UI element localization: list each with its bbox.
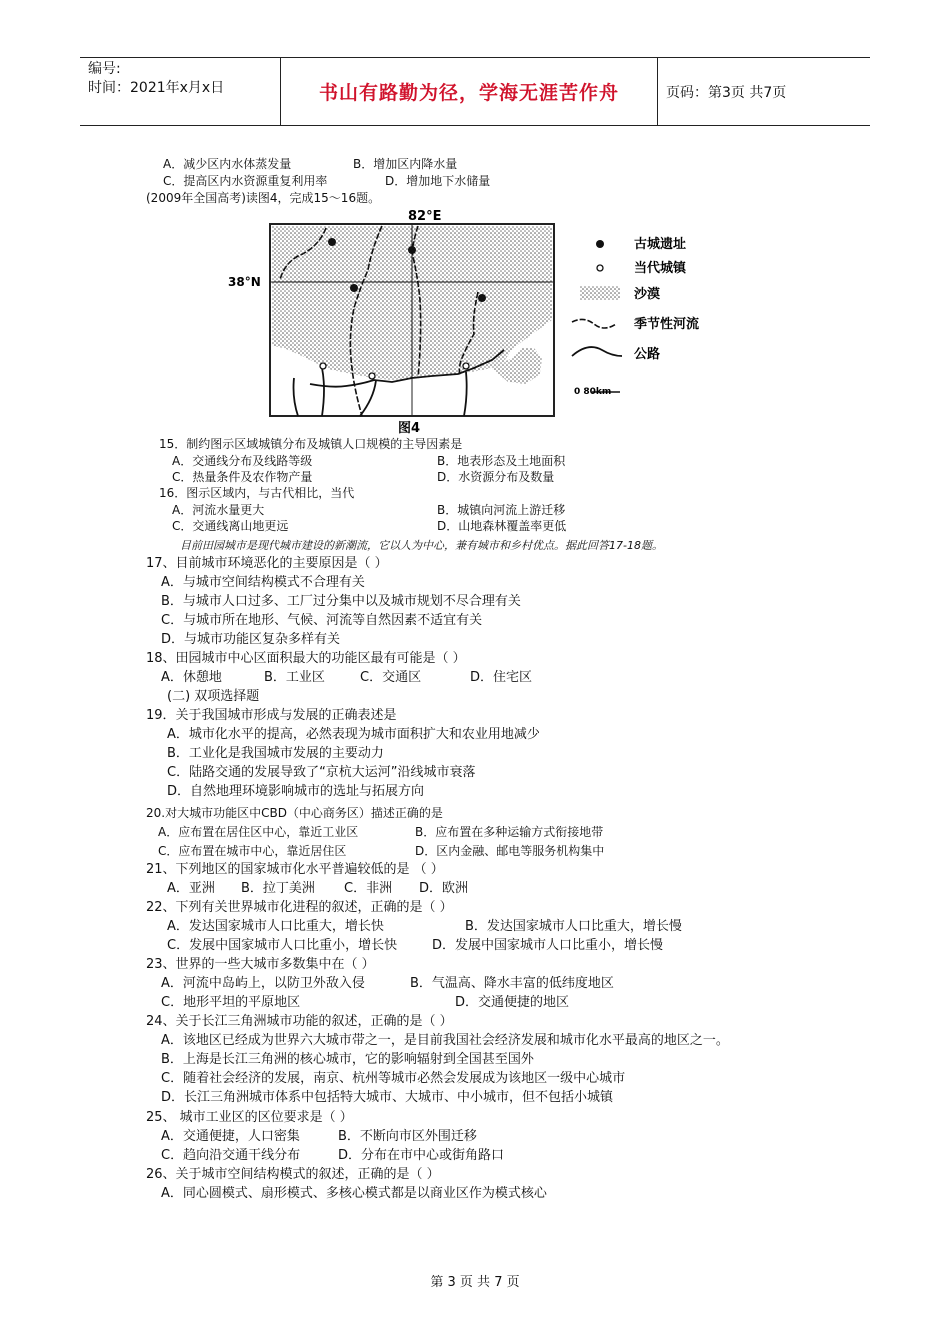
option-d: D．增加地下水储量 (385, 174, 491, 188)
option-b: B．工业区 (264, 670, 325, 685)
q19-option-d: D．自然地理环境影响城市的选址与拓展方向 (167, 784, 425, 799)
lat-label: 38°N (228, 275, 261, 289)
option-b: B．增加区内降水量 (353, 157, 458, 171)
q18-stem: 18、田园城市中心区面积最大的功能区最有可能是（ ） (146, 651, 466, 666)
map-caption: 图4 (398, 421, 421, 436)
legend-label: 公路 (634, 347, 661, 362)
legend-modern-town-icon (597, 265, 603, 271)
option-d: D．交通便捷的地区 (455, 995, 570, 1010)
option-d: D．欧洲 (419, 881, 469, 896)
q17-option-d: D．与城市功能区复杂多样有关 (161, 632, 341, 647)
q24-stem: 24、关于长江三角洲城市功能的叙述，正确的是（ ） (146, 1014, 453, 1029)
map-figure (222, 208, 742, 438)
q19-option-a: A．城市化水平的提高，必然表现为城市面积扩大和农业用地减少 (167, 727, 540, 742)
option-c: C．发展中国家城市人口比重小，增长快 (167, 938, 398, 953)
option-a: A．河流水量更大 (172, 503, 265, 517)
q19-option-c: C．陆路交通的发展导致了“京杭大运河”沿线城市衰落 (167, 765, 476, 780)
option-c: C．热量条件及农作物产量 (172, 470, 313, 484)
ancient-city-marker (408, 246, 416, 254)
page-header (80, 57, 870, 126)
q16-stem: 16．图示区域内，与古代相比，当代 (159, 486, 355, 500)
header-motto: 书山有路勤为径，学海无涯苦作舟 (280, 58, 658, 125)
q20-stem: 20.对大城市功能区中CBD（中心商务区）描述正确的是 (146, 806, 443, 820)
modern-town-marker (369, 373, 375, 379)
map-intro: (2009年全国高考)读图4，完成15～16题。 (146, 191, 381, 205)
option-a: A．亚洲 (167, 881, 215, 896)
q23-stem: 23、世界的一些大城市多数集中在（ ） (146, 957, 375, 972)
q19-stem: 19．关于我国城市形成与发展的正确表述是 (146, 708, 397, 723)
option-c: C．非洲 (344, 881, 393, 896)
q24-option-d: D．长江三角洲城市体系中包括特大城市、大城市、中小城市，但不包括小城镇 (161, 1090, 614, 1105)
q24-option-b: B．上海是长江三角洲的核心城市，它的影响辐射到全国甚至国外 (161, 1052, 534, 1067)
q19-option-b: B．工业化是我国城市发展的主要动力 (167, 746, 384, 761)
legend-label: 季节性河流 (634, 317, 700, 332)
garden-city-intro: 目前田园城市是现代城市建设的新潮流，它以人为中心，兼有城市和乡村优点。据此回答17-18题。 (180, 539, 663, 552)
option-a: A．减少区内水体蒸发量 (163, 157, 292, 171)
option-c: C．提高区内水资源重复利用率 (163, 174, 328, 188)
option-a: A．交通便捷，人口密集 (161, 1129, 300, 1144)
option-b: B．气温高、降水丰富的低纬度地区 (410, 976, 614, 991)
q24-option-c: C．随着社会经济的发展，南京、杭州等城市必然会发展成为该地区一级中心城市 (161, 1071, 626, 1086)
q21-stem: 21、下列地区的国家城市化水平普遍较低的是 （ ） (146, 862, 444, 877)
header-page-info: 页码：第3页 共7页 (666, 85, 787, 101)
q15-stem: 15．制约图示区域城镇分布及城镇人口规模的主导因素是 (159, 437, 463, 451)
modern-town-marker (320, 363, 326, 369)
option-c: C．应布置在城市中心，靠近居住区 (158, 844, 347, 858)
option-d: D．发展中国家城市人口比重小，增长慢 (432, 938, 664, 953)
option-b: B．城镇向河流上游迁移 (437, 503, 566, 517)
option-a: A．河流中岛屿上，以防卫外敌入侵 (161, 976, 365, 991)
legend-road-icon (572, 347, 622, 356)
q22-stem: 22、下列有关世界城市化进程的叙述，正确的是（ ） (146, 900, 453, 915)
ancient-city-marker (328, 238, 336, 246)
q17-option-a: A．与城市空间结构模式不合理有关 (161, 575, 365, 590)
q26-stem: 26、关于城市空间结构模式的叙述，正确的是（ ） (146, 1167, 440, 1182)
ancient-city-marker (478, 294, 486, 302)
option-b: B．拉丁美洲 (241, 881, 315, 896)
option-a: A．应布置在居住区中心，靠近工业区 (158, 825, 359, 839)
scale-label: 0 80km (574, 387, 612, 397)
option-b: B．地表形态及土地面积 (437, 454, 566, 468)
legend-label: 古城遗址 (634, 237, 687, 252)
section-heading: (二) 双项选择题 (167, 689, 260, 704)
legend-desert-icon (580, 286, 620, 300)
modern-town-marker (463, 363, 469, 369)
option-a: A．发达国家城市人口比重大，增长快 (167, 919, 384, 934)
q24-option-a: A．该地区已经成为世界六大城市带之一，是目前我国社会经济发展和城市化水平最高的地区之一。 (161, 1033, 729, 1048)
legend-label: 当代城镇 (634, 261, 687, 276)
q17-option-c: C．与城市所在地形、气候、河流等自然因素不适宜有关 (161, 613, 483, 628)
legend-label: 沙漠 (634, 287, 661, 302)
serial-label: 编号: (88, 61, 121, 77)
legend-river-icon (572, 319, 616, 328)
option-b: B．发达国家城市人口比重大，增长慢 (465, 919, 682, 934)
option-b: B．应布置在多种运输方式衔接地带 (415, 825, 604, 839)
lon-label: 82°E (408, 209, 442, 224)
option-c: C．地形平坦的平原地区 (161, 995, 301, 1010)
q26-option-a: A．同心圆模式、扇形模式、多核心模式都是以商业区作为模式核心 (161, 1186, 547, 1201)
option-a: A．休憩地 (161, 670, 222, 685)
ancient-city-marker (350, 284, 358, 292)
option-b: B．不断向市区外围迁移 (338, 1129, 477, 1144)
q25-stem: 25、 城市工业区的区位要求是（ ） (146, 1110, 353, 1125)
option-d: D．住宅区 (470, 670, 533, 685)
option-d: D．山地森林覆盖率更低 (437, 519, 567, 533)
header-left (88, 60, 224, 98)
option-c: C．趋向沿交通干线分布 (161, 1148, 301, 1163)
option-a: A．交通线分布及线路等级 (172, 454, 313, 468)
time-label: 时间：2021年x月x日 (88, 80, 225, 96)
option-d: D．水资源分布及数量 (437, 470, 555, 484)
option-d: D．区内金融、邮电等服务机构集中 (415, 844, 605, 858)
option-c: C．交通区 (360, 670, 422, 685)
option-d: D．分布在市中心或街角路口 (338, 1148, 505, 1163)
q17-option-b: B．与城市人口过多、工厂过分集中以及城市规划不尽合理有关 (161, 594, 521, 609)
q17-stem: 17、目前城市环境恶化的主要原因是（ ） (146, 556, 388, 571)
page-footer: 第 3 页 共 7 页 (430, 1275, 520, 1290)
legend-ancient-city-icon (596, 240, 604, 248)
option-c: C．交通线离山地更远 (172, 519, 289, 533)
